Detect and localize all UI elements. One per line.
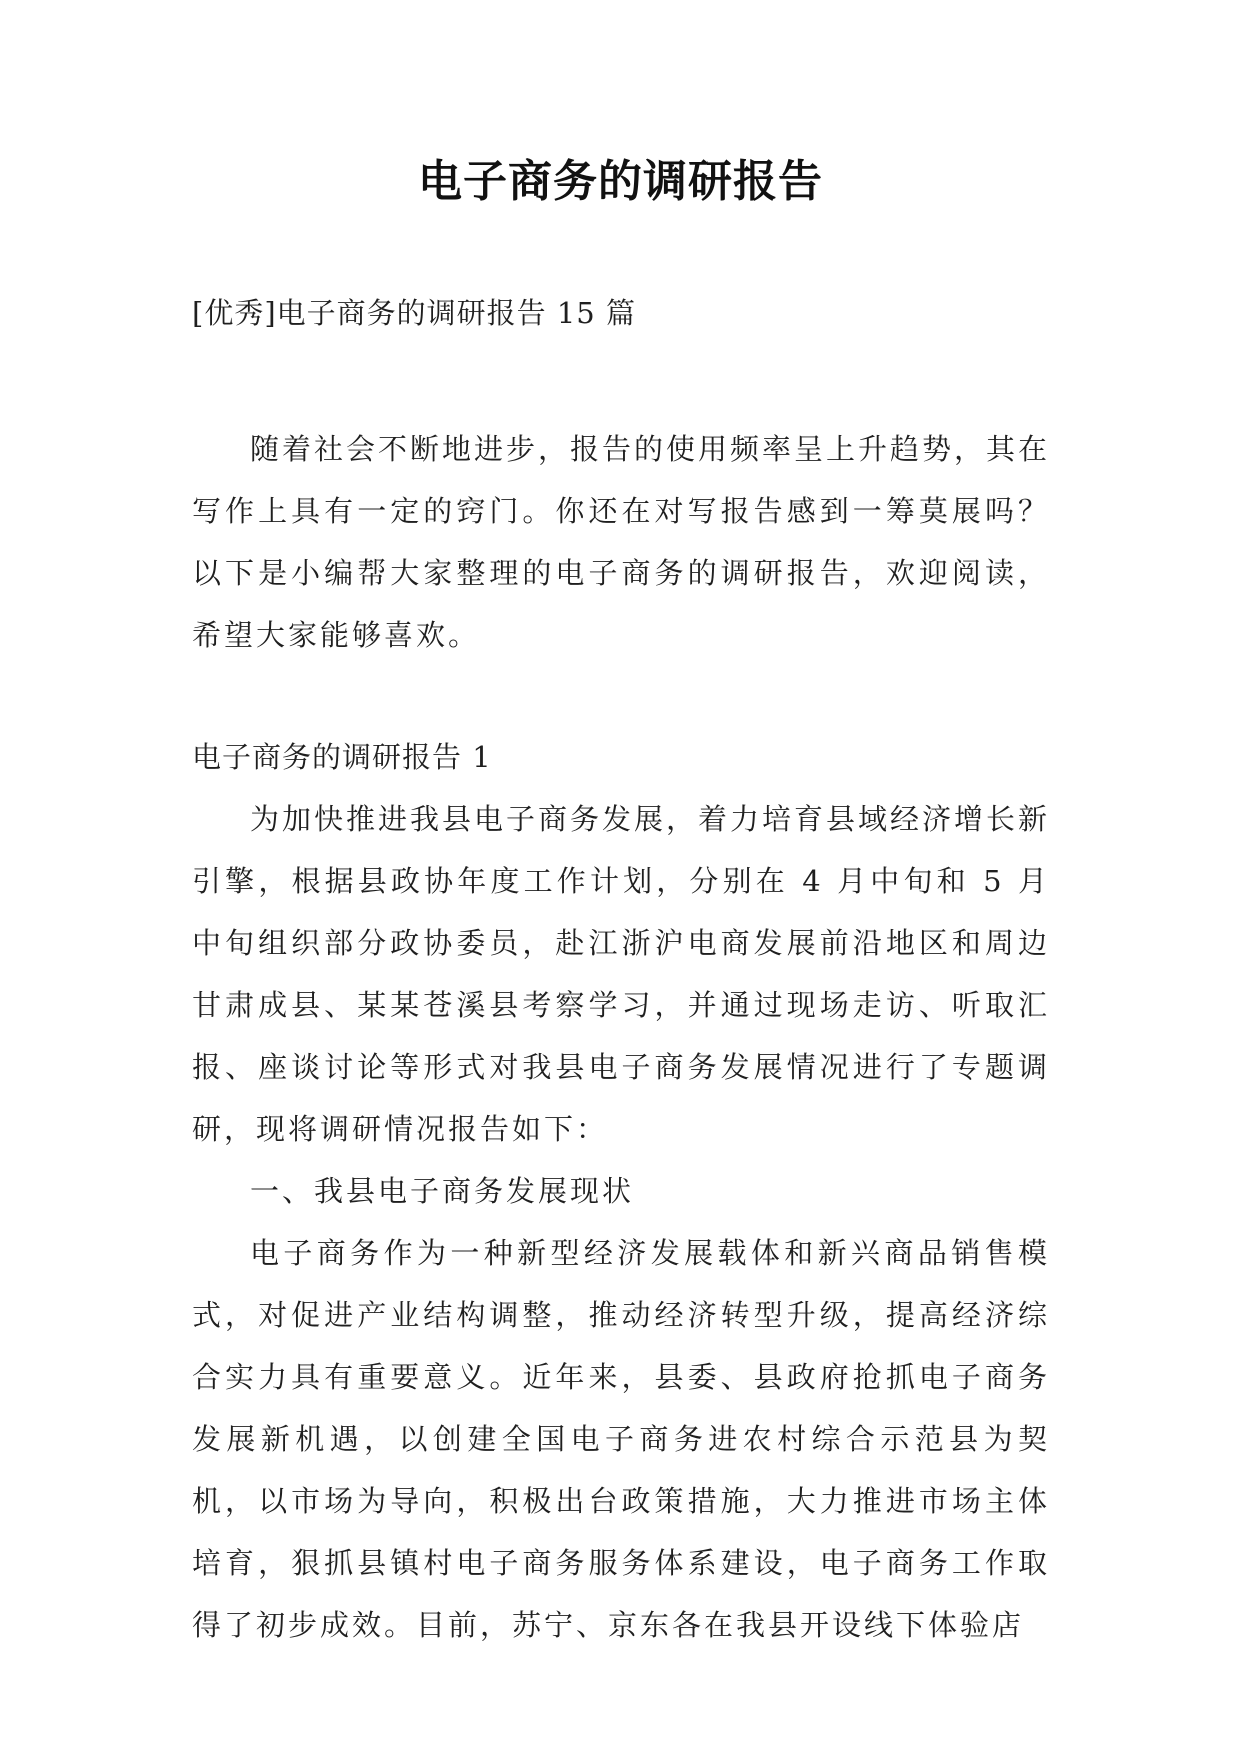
section-paragraph: 为加快推进我县电子商务发展，着力培育县域经济增长新引擎，根据县政协年度工作计划，分别在 4 月中旬和 5 月中旬组织部分政协委员，赴江浙沪电商发展前沿地区和周边甘肃成县、某某苍溪县考察学习，并通过现场走访、听取汇报、座谈讨论等形式对我县电子商务发展情况进行了专题调研，现将调研情况报告如下： [192,802,1051,1146]
section-heading: 电子商务的调研报告 1 [192,740,492,774]
spacer [192,666,1050,726]
document-title: 电子商务的调研报告 [418,156,823,207]
document-subtitle: [优秀]电子商务的调研报告 15 篇 [192,296,636,330]
document-body [192,282,1050,1656]
section-subheading: 一、我县电子商务发展现状 [250,1174,635,1208]
spacer [192,344,1050,418]
intro-paragraph: 随着社会不断地进步，报告的使用频率呈上升趋势，其在写作上具有一定的窍门。你还在对写报告感到一筹莫展吗？以下是小编帮大家整理的电子商务的调研报告，欢迎阅读，希望大家能够喜欢。 [192,432,1051,652]
section-paragraph: 电子商务作为一种新型经济发展载体和新兴商品销售模式，对促进产业结构调整，推动经济转型升级，提高经济综合实力具有重要意义。近年来，县委、县政府抢抓电子商务发展新机遇，以创建全国电子商务进农村综合示范县为契机，以市场为导向，积极出台政策措施，大力推进市场主体培育，狠抓县镇村电子商务服务体系建设，电子商务工作取得了初步成效。目前，苏宁、京东各在我县开设线下体验店 [192,1236,1050,1642]
